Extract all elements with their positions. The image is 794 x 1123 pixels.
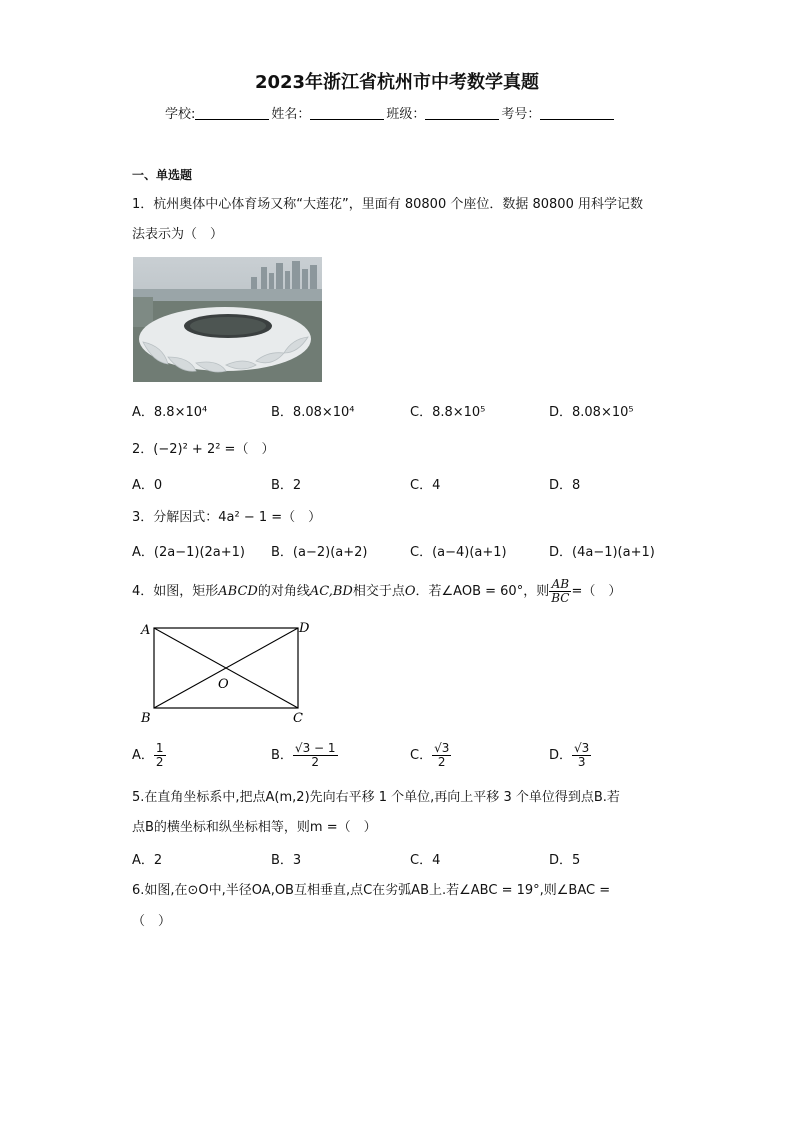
stadium-photo [133, 257, 322, 382]
page-title: 2023年浙江省杭州市中考数学真题 [254, 72, 540, 93]
q4-option-b: B． $\frac{√3 - 1}{2}$ [271, 741, 336, 769]
student-info-line [165, 103, 616, 122]
label-o: O [218, 677, 229, 692]
q4-option-a: A． $\frac{1}{2}$ [132, 741, 164, 769]
q2-stem: 2．(−2)² + 2² =（ ） [132, 442, 275, 457]
label-c: C [293, 711, 303, 726]
number-label: 考号： [501, 107, 541, 122]
q4-rectangle-figure [138, 618, 318, 730]
q6-stem-line2: （ ） [132, 914, 172, 929]
q5-stem-line1: 5.在直角坐标系中,把点A(m,2)先向右平移 1 个单位,再向上平移 3 个单位得到点B.若 [132, 790, 620, 805]
q3-option-b: B．(a−2)(a+2) [271, 545, 368, 560]
q1-stem-line1: 1．杭州奥体中心体育场又称“大莲花”，里面有 80800 个座位．数据 80800 用科学记数 [132, 197, 643, 212]
q1-stem-line2: 法表示为（ ） [132, 227, 224, 242]
name-blank [310, 107, 384, 120]
label-b: B [141, 711, 151, 726]
q6-stem-line1: 6.如图,在⊙O中,半径OA,OB互相垂直,点C在劣弧AB上.若∠ABC = 19°,则∠BAC = [132, 883, 611, 898]
class-blank [425, 107, 499, 120]
class-label: 班级： [386, 107, 426, 122]
q2-option-d: D．8 [549, 478, 581, 493]
q2-option-a: A．0 [132, 478, 163, 493]
q4-option-c: C． $\frac{√3}{2}$ [410, 741, 450, 769]
q2-option-c: C．4 [410, 478, 441, 493]
q4-stem: 4．如图，矩形ABCD的对角线AC,BD相交于点O．若∠AOB = 60°，则 $\frac{AB}{BC}$ =（ ） [132, 577, 622, 605]
q3-stem: 3．分解因式：4a² − 1 =（ ） [132, 510, 322, 525]
q3-option-c: C．(a−4)(a+1) [410, 545, 507, 560]
q5-option-d: D．5 [549, 853, 581, 868]
q3-option-a: A．(2a−1)(2a+1) [132, 545, 245, 560]
label-d: D [299, 621, 310, 636]
q2-option-b: B．2 [271, 478, 302, 493]
q4-ratio-fraction: $\frac{AB}{BC}$ [551, 577, 570, 605]
number-blank [540, 107, 614, 120]
school-label: 学校: [165, 107, 196, 122]
q1-option-b: B．8.08×10⁴ [271, 405, 355, 420]
q5-stem-line2: 点B的横坐标和纵坐标相等，则m =（ ） [132, 820, 377, 835]
q4-option-d: D． $\frac{√3}{3}$ [549, 741, 590, 769]
q3-option-d: D．(4a−1)(a+1) [549, 545, 655, 560]
school-blank [195, 107, 269, 120]
q1-option-a: A．8.8×10⁴ [132, 405, 208, 420]
section-heading: 一、单选题 [132, 168, 193, 182]
name-label: 姓名： [271, 107, 311, 122]
q1-option-c: C．8.8×10⁵ [410, 405, 486, 420]
label-a: A [141, 623, 151, 638]
q1-option-d: D．8.08×10⁵ [549, 405, 634, 420]
q5-option-a: A．2 [132, 853, 163, 868]
q5-option-b: B．3 [271, 853, 302, 868]
q5-option-c: C．4 [410, 853, 441, 868]
